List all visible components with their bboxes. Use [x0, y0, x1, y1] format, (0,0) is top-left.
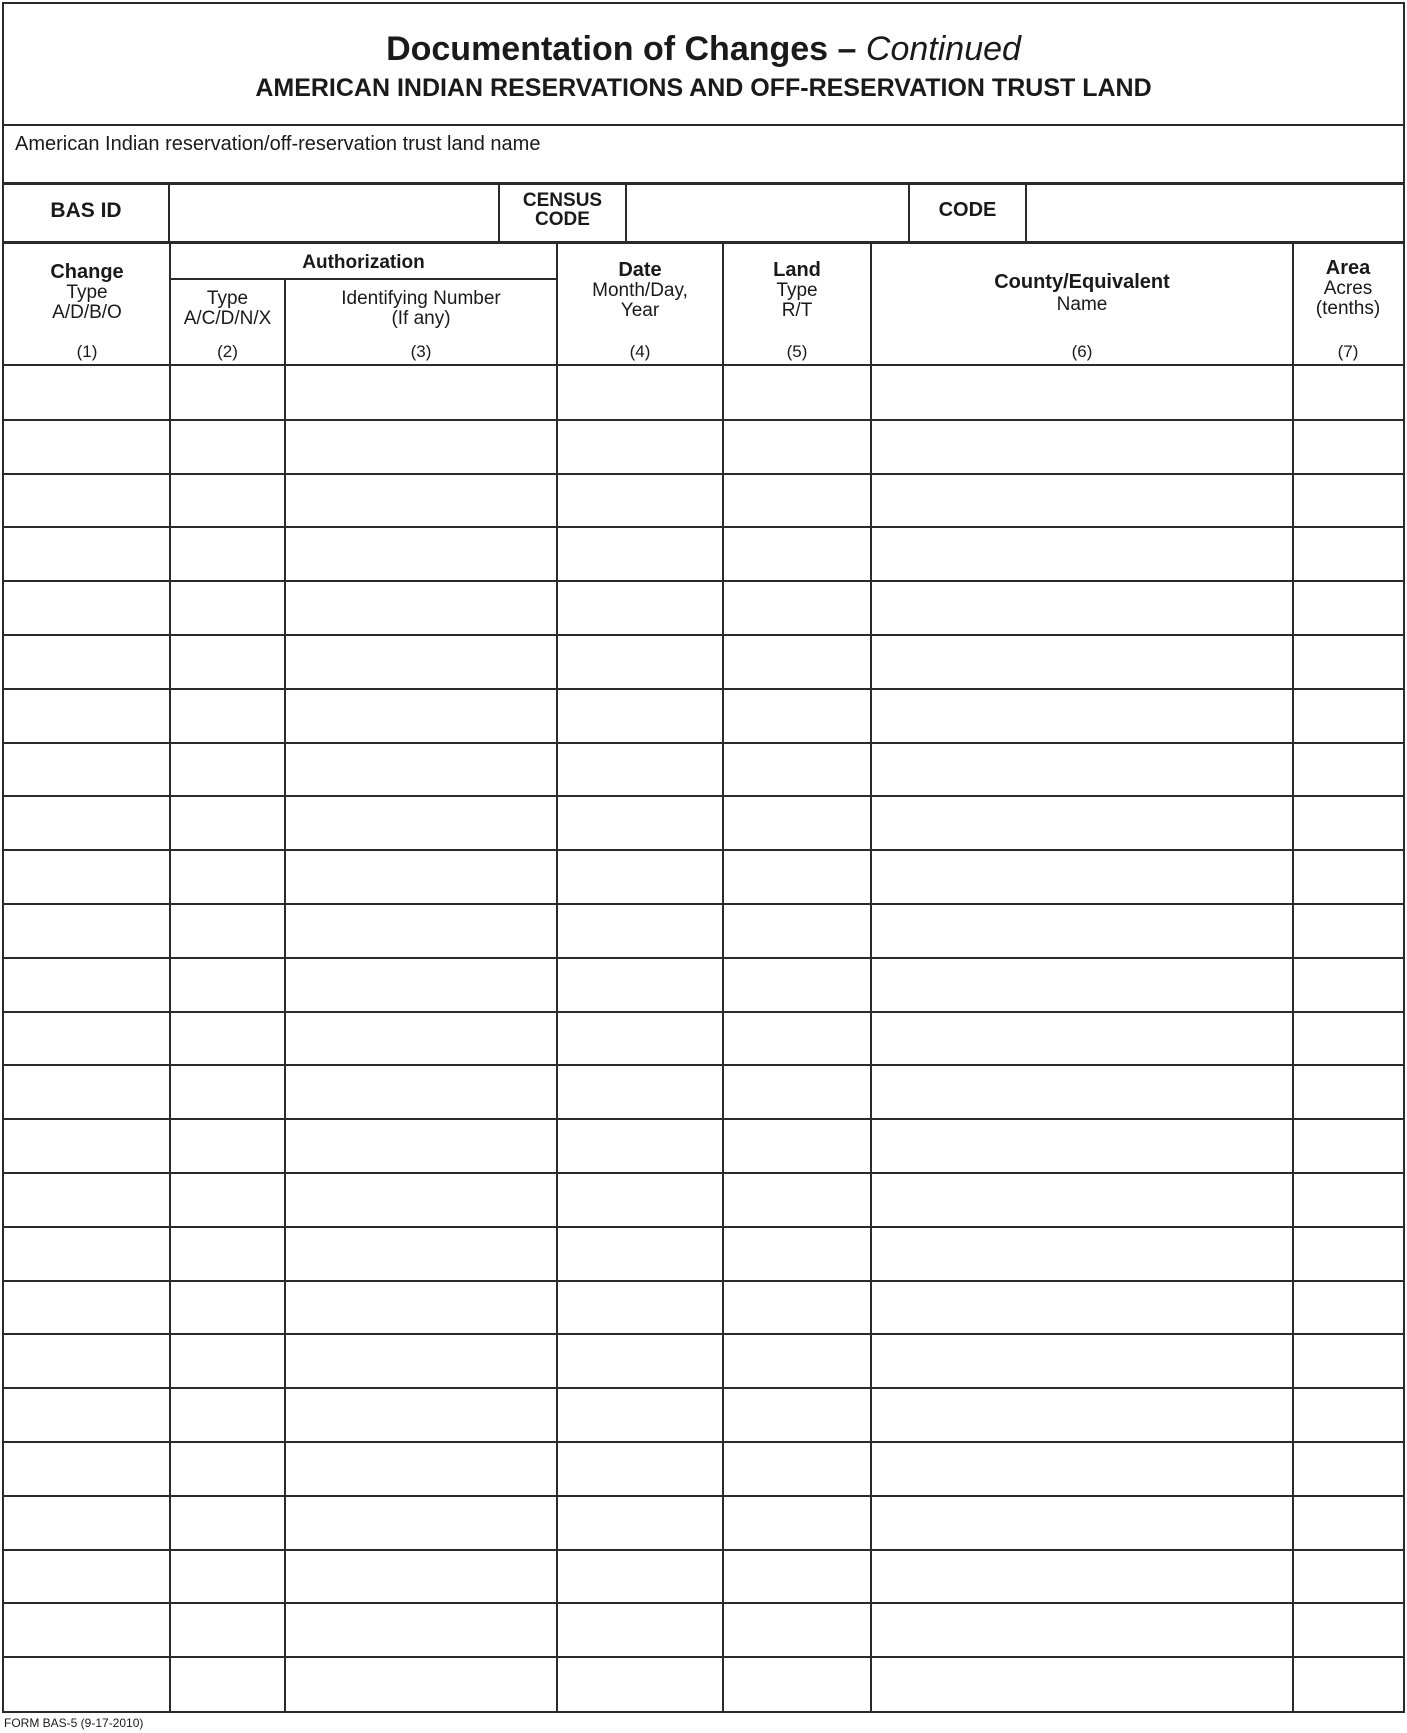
entry-cell-col-3[interactable] [285, 366, 557, 420]
column-5-header-line: Land [773, 259, 821, 281]
entry-cell-col-7[interactable] [1293, 689, 1403, 743]
entry-cell-col-6[interactable] [871, 1227, 1293, 1281]
entry-cell-col-4[interactable] [557, 527, 723, 581]
entry-cell-col-6[interactable] [871, 904, 1293, 958]
entry-cell-col-1[interactable] [4, 1657, 170, 1711]
column-2-header-line: Type [206, 288, 249, 309]
bas-id-input[interactable] [170, 185, 500, 241]
row-divider [4, 742, 1403, 744]
column-6-header-line: Name [1056, 294, 1108, 315]
form-bas-5 [2, 2, 1405, 1713]
entry-cell-col-3[interactable] [285, 1388, 557, 1442]
row-divider [4, 1280, 1403, 1282]
entry-cell-col-5[interactable] [723, 796, 871, 850]
row-divider [4, 419, 1403, 421]
census-code-label-line1: CENSUS [522, 190, 603, 211]
row-divider [4, 903, 1403, 905]
entry-cell-col-5[interactable] [723, 1657, 871, 1711]
title-main: Documentation of Changes – [386, 30, 857, 68]
entry-cell-col-6[interactable] [871, 1550, 1293, 1604]
entry-cell-col-2[interactable] [170, 527, 285, 581]
entry-cell-col-4[interactable] [557, 904, 723, 958]
entry-cell-col-2[interactable] [170, 1065, 285, 1119]
column-3-header-line: (If any) [391, 308, 451, 329]
column-4-header-line: Month/Day, [592, 280, 688, 301]
entry-cell-col-4[interactable] [557, 1281, 723, 1335]
entry-cell-col-1[interactable] [4, 420, 170, 474]
authorization-divider [170, 278, 557, 280]
entry-cell-col-5[interactable] [723, 958, 871, 1012]
entry-cell-col-1[interactable] [4, 1603, 170, 1657]
entry-cell-col-1[interactable] [4, 689, 170, 743]
entry-cell-col-7[interactable] [1293, 1388, 1403, 1442]
entry-cell-col-7[interactable] [1293, 1281, 1403, 1335]
entry-cell-col-1[interactable] [4, 1281, 170, 1335]
row-divider [4, 1495, 1403, 1497]
row-divider [4, 1333, 1403, 1335]
row-divider [4, 1011, 1403, 1013]
entry-cell-col-3[interactable] [285, 850, 557, 904]
entry-cell-col-6[interactable] [871, 1442, 1293, 1496]
column-6-number: (6) [1071, 342, 1093, 361]
row-divider [4, 1172, 1403, 1174]
column-divider [169, 366, 171, 1711]
entry-cell-col-3[interactable] [285, 1496, 557, 1550]
entry-cell-col-6[interactable] [871, 1012, 1293, 1066]
entry-cell-col-1[interactable] [4, 1496, 170, 1550]
entry-cell-col-2[interactable] [170, 904, 285, 958]
entry-cell-col-5[interactable] [723, 474, 871, 528]
entry-cell-col-2[interactable] [170, 420, 285, 474]
page-title [4, 30, 1403, 69]
entry-cell-col-3[interactable] [285, 1119, 557, 1173]
entry-cell-col-1[interactable] [4, 1334, 170, 1388]
column-2-header-line: A/C/D/N/X [183, 308, 272, 329]
id-row [4, 185, 1403, 244]
entry-cell-col-1[interactable] [4, 904, 170, 958]
entry-cell-col-4[interactable] [557, 1657, 723, 1711]
column-3-header-line: Identifying Number [341, 288, 501, 309]
row-divider [4, 1656, 1403, 1658]
entry-cell-col-6[interactable] [871, 1388, 1293, 1442]
column-4-header-line: Date [618, 259, 662, 281]
entry-cell-col-6[interactable] [871, 366, 1293, 420]
column-4-number: (4) [629, 342, 651, 361]
entry-cell-col-3[interactable] [285, 1334, 557, 1388]
entry-cell-col-5[interactable] [723, 1603, 871, 1657]
code-label: CODE [938, 199, 997, 221]
entry-cell-col-2[interactable] [170, 1442, 285, 1496]
entry-cell-col-7[interactable] [1293, 1173, 1403, 1227]
entry-cell-col-5[interactable] [723, 1442, 871, 1496]
entry-cell-col-5[interactable] [723, 1496, 871, 1550]
entry-cell-col-4[interactable] [557, 1603, 723, 1657]
entry-cell-col-5[interactable] [723, 1065, 871, 1119]
entry-cell-col-4[interactable] [557, 796, 723, 850]
row-divider [4, 795, 1403, 797]
column-5-header-line: Type [776, 280, 818, 301]
entry-cell-col-5[interactable] [723, 1281, 871, 1335]
entry-cell-col-1[interactable] [4, 1550, 170, 1604]
entry-cell-col-1[interactable] [4, 958, 170, 1012]
entry-cell-col-5[interactable] [723, 420, 871, 474]
entry-cell-col-6[interactable] [871, 635, 1293, 689]
entry-cell-col-2[interactable] [170, 1603, 285, 1657]
entry-cell-col-5[interactable] [723, 850, 871, 904]
land-name-field[interactable] [4, 126, 1403, 185]
entry-cell-col-3[interactable] [285, 1173, 557, 1227]
row-divider [4, 1118, 1403, 1120]
entry-cell-col-6[interactable] [871, 474, 1293, 528]
entry-cell-col-2[interactable] [170, 796, 285, 850]
row-divider [4, 1441, 1403, 1443]
entry-cell-col-7[interactable] [1293, 527, 1403, 581]
header-column-divider [1292, 244, 1294, 366]
entry-cell-col-6[interactable] [871, 420, 1293, 474]
row-divider [4, 526, 1403, 528]
entry-cell-col-6[interactable] [871, 527, 1293, 581]
entry-cell-col-2[interactable] [170, 958, 285, 1012]
header-column-divider [284, 278, 286, 366]
entry-cell-col-3[interactable] [285, 743, 557, 797]
row-divider [4, 1064, 1403, 1066]
entry-cell-col-6[interactable] [871, 958, 1293, 1012]
column-divider [870, 366, 872, 1711]
column-divider [722, 366, 724, 1711]
entry-cell-col-3[interactable] [285, 1657, 557, 1711]
census-code-input[interactable] [627, 185, 910, 241]
entry-cell-col-4[interactable] [557, 581, 723, 635]
entry-cell-col-7[interactable] [1293, 1603, 1403, 1657]
header-column-divider [169, 244, 171, 366]
row-divider [4, 580, 1403, 582]
column-5-header-line: R/T [781, 300, 813, 321]
entry-cell-col-5[interactable] [723, 904, 871, 958]
entry-cell-col-2[interactable] [170, 743, 285, 797]
entry-cell-col-7[interactable] [1293, 1496, 1403, 1550]
entry-cell-col-2[interactable] [170, 366, 285, 420]
entry-cell-col-2[interactable] [170, 1657, 285, 1711]
entry-cell-col-1[interactable] [4, 1442, 170, 1496]
entry-cell-col-5[interactable] [723, 743, 871, 797]
entry-cell-col-1[interactable] [4, 366, 170, 420]
bas-id-label: BAS ID [50, 199, 122, 222]
row-divider [4, 1226, 1403, 1228]
entry-cell-col-5[interactable] [723, 635, 871, 689]
entry-cell-col-7[interactable] [1293, 743, 1403, 797]
entry-cell-col-7[interactable] [1293, 1442, 1403, 1496]
entry-cell-col-3[interactable] [285, 1012, 557, 1066]
entry-cell-col-4[interactable] [557, 1119, 723, 1173]
entry-cell-col-5[interactable] [723, 1119, 871, 1173]
code-label-cell [910, 185, 1027, 241]
entry-cell-col-4[interactable] [557, 1388, 723, 1442]
entry-cell-col-6[interactable] [871, 1173, 1293, 1227]
entry-cell-col-5[interactable] [723, 1012, 871, 1066]
authorization-label: Authorization [302, 252, 425, 273]
entry-cell-col-6[interactable] [871, 1065, 1293, 1119]
entry-cell-col-2[interactable] [170, 581, 285, 635]
header-column-divider [870, 244, 872, 366]
column-1-header-line: Change [50, 261, 124, 283]
row-divider [4, 688, 1403, 690]
entry-cell-col-7[interactable] [1293, 366, 1403, 420]
entry-cell-col-2[interactable] [170, 1496, 285, 1550]
entry-cell-col-3[interactable] [285, 474, 557, 528]
entry-cell-col-3[interactable] [285, 796, 557, 850]
entry-cell-col-5[interactable] [723, 1227, 871, 1281]
entry-cell-col-1[interactable] [4, 1119, 170, 1173]
column-4-header-line: Year [620, 300, 660, 321]
land-name-label: American Indian reservation/off-reservation trust land name [15, 133, 541, 155]
entry-cell-col-3[interactable] [285, 1603, 557, 1657]
entry-cell-col-7[interactable] [1293, 1334, 1403, 1388]
entry-cell-col-1[interactable] [4, 850, 170, 904]
entry-cell-col-3[interactable] [285, 420, 557, 474]
entry-cell-col-6[interactable] [871, 743, 1293, 797]
entry-cell-col-6[interactable] [871, 1657, 1293, 1711]
entry-cell-col-1[interactable] [4, 527, 170, 581]
row-divider [4, 1602, 1403, 1604]
column-7-number: (7) [1337, 342, 1359, 361]
entry-cell-col-5[interactable] [723, 1173, 871, 1227]
header-column-divider [556, 244, 558, 366]
entry-cell-col-1[interactable] [4, 474, 170, 528]
entry-cell-col-1[interactable] [4, 635, 170, 689]
entry-cell-col-1[interactable] [4, 743, 170, 797]
column-2-number: (2) [217, 342, 238, 361]
entry-cell-col-5[interactable] [723, 1388, 871, 1442]
entry-cell-col-5[interactable] [723, 366, 871, 420]
row-divider [4, 1387, 1403, 1389]
column-1-number: (1) [76, 342, 98, 361]
entry-cell-col-3[interactable] [285, 689, 557, 743]
entry-cell-col-2[interactable] [170, 1550, 285, 1604]
entry-cell-col-7[interactable] [1293, 904, 1403, 958]
entry-cell-col-2[interactable] [170, 1012, 285, 1066]
entry-cell-col-2[interactable] [170, 689, 285, 743]
entry-cell-col-3[interactable] [285, 527, 557, 581]
entry-cell-col-3[interactable] [285, 1065, 557, 1119]
entry-cell-col-4[interactable] [557, 1442, 723, 1496]
column-divider [556, 366, 558, 1711]
entry-cell-col-7[interactable] [1293, 796, 1403, 850]
entry-cell-col-2[interactable] [170, 1388, 285, 1442]
column-1-header-line: Type [66, 282, 108, 303]
column-7-header-line: (tenths) [1315, 298, 1381, 319]
entry-cell-col-7[interactable] [1293, 474, 1403, 528]
row-divider [4, 634, 1403, 636]
entry-cell-col-4[interactable] [557, 1227, 723, 1281]
entry-cell-col-4[interactable] [557, 958, 723, 1012]
entry-cell-col-7[interactable] [1293, 581, 1403, 635]
entry-cell-col-3[interactable] [285, 581, 557, 635]
entry-cell-col-3[interactable] [285, 958, 557, 1012]
column-5-number: (5) [786, 342, 808, 361]
entry-cell-col-1[interactable] [4, 1173, 170, 1227]
column-6-header-line: County/Equivalent [994, 271, 1170, 293]
column-7-header-line: Area [1325, 257, 1371, 279]
entry-cell-col-1[interactable] [4, 1065, 170, 1119]
entry-cell-col-6[interactable] [871, 1281, 1293, 1335]
title-continued: Continued [865, 30, 1021, 68]
entry-cell-col-1[interactable] [4, 1227, 170, 1281]
page-subtitle: AMERICAN INDIAN RESERVATIONS AND OFF-RESERVATION TRUST LAND [255, 74, 1152, 102]
entry-cell-col-4[interactable] [557, 1496, 723, 1550]
entry-cell-col-4[interactable] [557, 635, 723, 689]
entry-cell-col-3[interactable] [285, 635, 557, 689]
entry-cell-col-5[interactable] [723, 527, 871, 581]
form-header [4, 4, 1403, 126]
entry-cell-col-4[interactable] [557, 1065, 723, 1119]
entry-cell-col-4[interactable] [557, 1334, 723, 1388]
census-code-label-cell [500, 185, 627, 241]
entry-cell-col-4[interactable] [557, 366, 723, 420]
entry-cell-col-6[interactable] [871, 581, 1293, 635]
entry-cell-col-4[interactable] [557, 689, 723, 743]
entry-cell-col-4[interactable] [557, 743, 723, 797]
entry-cell-col-3[interactable] [285, 1550, 557, 1604]
entry-cell-col-3[interactable] [285, 1227, 557, 1281]
entry-cell-col-1[interactable] [4, 796, 170, 850]
entry-cell-col-2[interactable] [170, 1334, 285, 1388]
bas-id-label-cell [4, 185, 170, 241]
entry-cell-col-2[interactable] [170, 635, 285, 689]
entry-cell-col-7[interactable] [1293, 1119, 1403, 1173]
entry-cell-col-5[interactable] [723, 581, 871, 635]
entry-cell-col-1[interactable] [4, 1012, 170, 1066]
entry-cell-col-3[interactable] [285, 904, 557, 958]
entry-cell-col-2[interactable] [170, 850, 285, 904]
entry-cell-col-6[interactable] [871, 1496, 1293, 1550]
entry-cell-col-4[interactable] [557, 1550, 723, 1604]
entry-cell-col-6[interactable] [871, 1119, 1293, 1173]
column-7-header-line: Acres [1323, 278, 1373, 299]
entry-cell-col-7[interactable] [1293, 1065, 1403, 1119]
entry-cell-col-6[interactable] [871, 1334, 1293, 1388]
entry-cell-col-7[interactable] [1293, 1012, 1403, 1066]
entry-cell-col-7[interactable] [1293, 850, 1403, 904]
column-3-number: (3) [410, 342, 432, 361]
entry-cell-col-2[interactable] [170, 1173, 285, 1227]
entry-cell-col-7[interactable] [1293, 420, 1403, 474]
code-input[interactable] [1027, 185, 1403, 241]
header-column-divider [722, 244, 724, 366]
entry-cell-col-6[interactable] [871, 689, 1293, 743]
row-divider [4, 849, 1403, 851]
entry-cell-col-5[interactable] [723, 1550, 871, 1604]
entry-cell-col-2[interactable] [170, 1227, 285, 1281]
column-1-header-line: A/D/B/O [52, 302, 122, 323]
entry-cell-col-4[interactable] [557, 420, 723, 474]
entry-cell-col-7[interactable] [1293, 1227, 1403, 1281]
entry-cell-col-3[interactable] [285, 1281, 557, 1335]
entry-cell-col-4[interactable] [557, 1012, 723, 1066]
entry-cell-col-3[interactable] [285, 1442, 557, 1496]
entry-cell-col-2[interactable] [170, 1281, 285, 1335]
entry-cell-col-7[interactable] [1293, 958, 1403, 1012]
row-divider [4, 957, 1403, 959]
entry-cell-col-5[interactable] [723, 689, 871, 743]
column-divider [1292, 366, 1294, 1711]
row-divider [4, 1549, 1403, 1551]
entry-cell-col-1[interactable] [4, 581, 170, 635]
entry-cell-col-7[interactable] [1293, 635, 1403, 689]
entry-cell-col-4[interactable] [557, 474, 723, 528]
row-divider [4, 473, 1403, 475]
entry-cell-col-4[interactable] [557, 850, 723, 904]
form-number: FORM BAS-5 (9-17-2010) [4, 1716, 144, 1730]
entry-cell-col-2[interactable] [170, 1119, 285, 1173]
table-header [4, 244, 1403, 366]
entry-cell-col-6[interactable] [871, 850, 1293, 904]
census-code-label-line2: CODE [535, 209, 590, 230]
entry-cell-col-7[interactable] [1293, 1657, 1403, 1711]
entry-cell-col-7[interactable] [1293, 1550, 1403, 1604]
column-divider [284, 366, 286, 1711]
entry-cell-col-4[interactable] [557, 1173, 723, 1227]
entry-cell-col-5[interactable] [723, 1334, 871, 1388]
entry-cell-col-6[interactable] [871, 1603, 1293, 1657]
entry-cell-col-1[interactable] [4, 1388, 170, 1442]
entry-cell-col-2[interactable] [170, 474, 285, 528]
entry-cell-col-6[interactable] [871, 796, 1293, 850]
